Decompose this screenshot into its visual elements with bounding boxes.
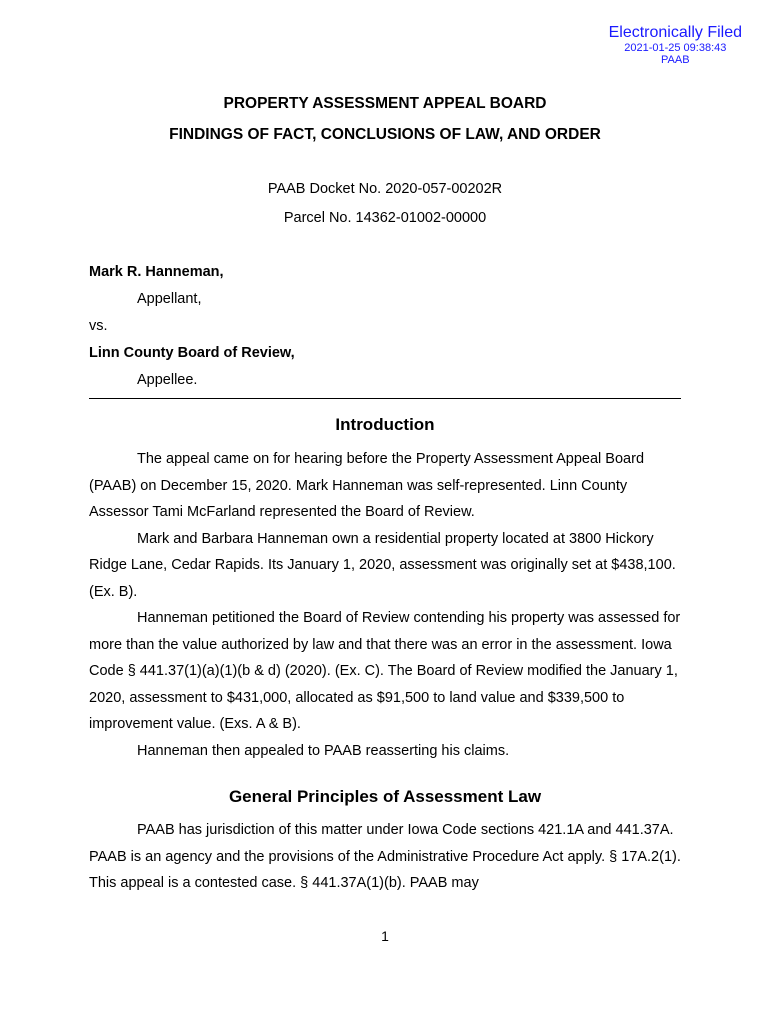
appellee-name: Linn County Board of Review, — [89, 345, 295, 361]
appellee-role: Appellee. — [137, 372, 198, 388]
introduction-heading: Introduction — [335, 415, 435, 434]
appellant-name: Mark R. Hanneman, — [89, 264, 224, 280]
document-title: PROPERTY ASSESSMENT APPEAL BOARD — [223, 95, 547, 112]
stamp-title: Electronically Filed — [608, 24, 742, 41]
paragraph: Mark and Barbara Hanneman own a residential property located at 3800 Hickory Ridge Lane, Cedar Rapids. Its January 1, 2020, assessment was originally set at $438,100. (Ex. B). — [89, 530, 676, 600]
versus-label: vs. — [89, 318, 108, 334]
paragraph: Hanneman then appealed to PAAB reasserting his claims. — [137, 742, 510, 759]
docket-number: PAAB Docket No. 2020-057-00202R — [267, 181, 503, 197]
paragraph: The appeal came on for hearing before the Property Assessment Appeal Board (PAAB) on December 15, 2020. Mark Hanneman was self-represented. Linn County Assessor Tami McFarland represented the Board of Review. — [89, 451, 645, 520]
principles-heading: General Principles of Assessment Law — [228, 787, 542, 806]
parcel-number: Parcel No. 14362-01002-00000 — [283, 210, 487, 226]
document-subtitle: FINDINGS OF FACT, CONCLUSIONS OF LAW, AND ORDER — [169, 126, 601, 143]
section-divider — [89, 398, 681, 399]
stamp-timestamp: 2021-01-25 09:38:43 — [624, 42, 727, 54]
page-number: 1 — [381, 928, 389, 944]
paragraph: Hanneman petitioned the Board of Review contending his property was assessed for more than the value authorized by law and that there was an error in the assessment. Iowa Code § 441.37(1)(a)(1)(b & d) (2020). (Ex. C). The Board of Review modified the January 1, 2020, assessment to $431,000, allocated as $91,500 to land value and $339,500 to improvement value. (Exs. A & B). — [89, 610, 681, 732]
appellant-role: Appellant, — [137, 291, 202, 307]
stamp-agency: PAAB — [661, 54, 690, 66]
paragraph: PAAB has jurisdiction of this matter under Iowa Code sections 421.1A and 441.37A. PAAB is an agency and the provisions of the Administrative Procedure Act apply. § 17A.2(1). This appeal is a contested case. § 441.37A(1)(b). PAAB may — [89, 822, 681, 891]
principles-body — [89, 817, 689, 897]
electronic-filing-stamp — [609, 24, 742, 66]
introduction-body — [89, 446, 689, 764]
